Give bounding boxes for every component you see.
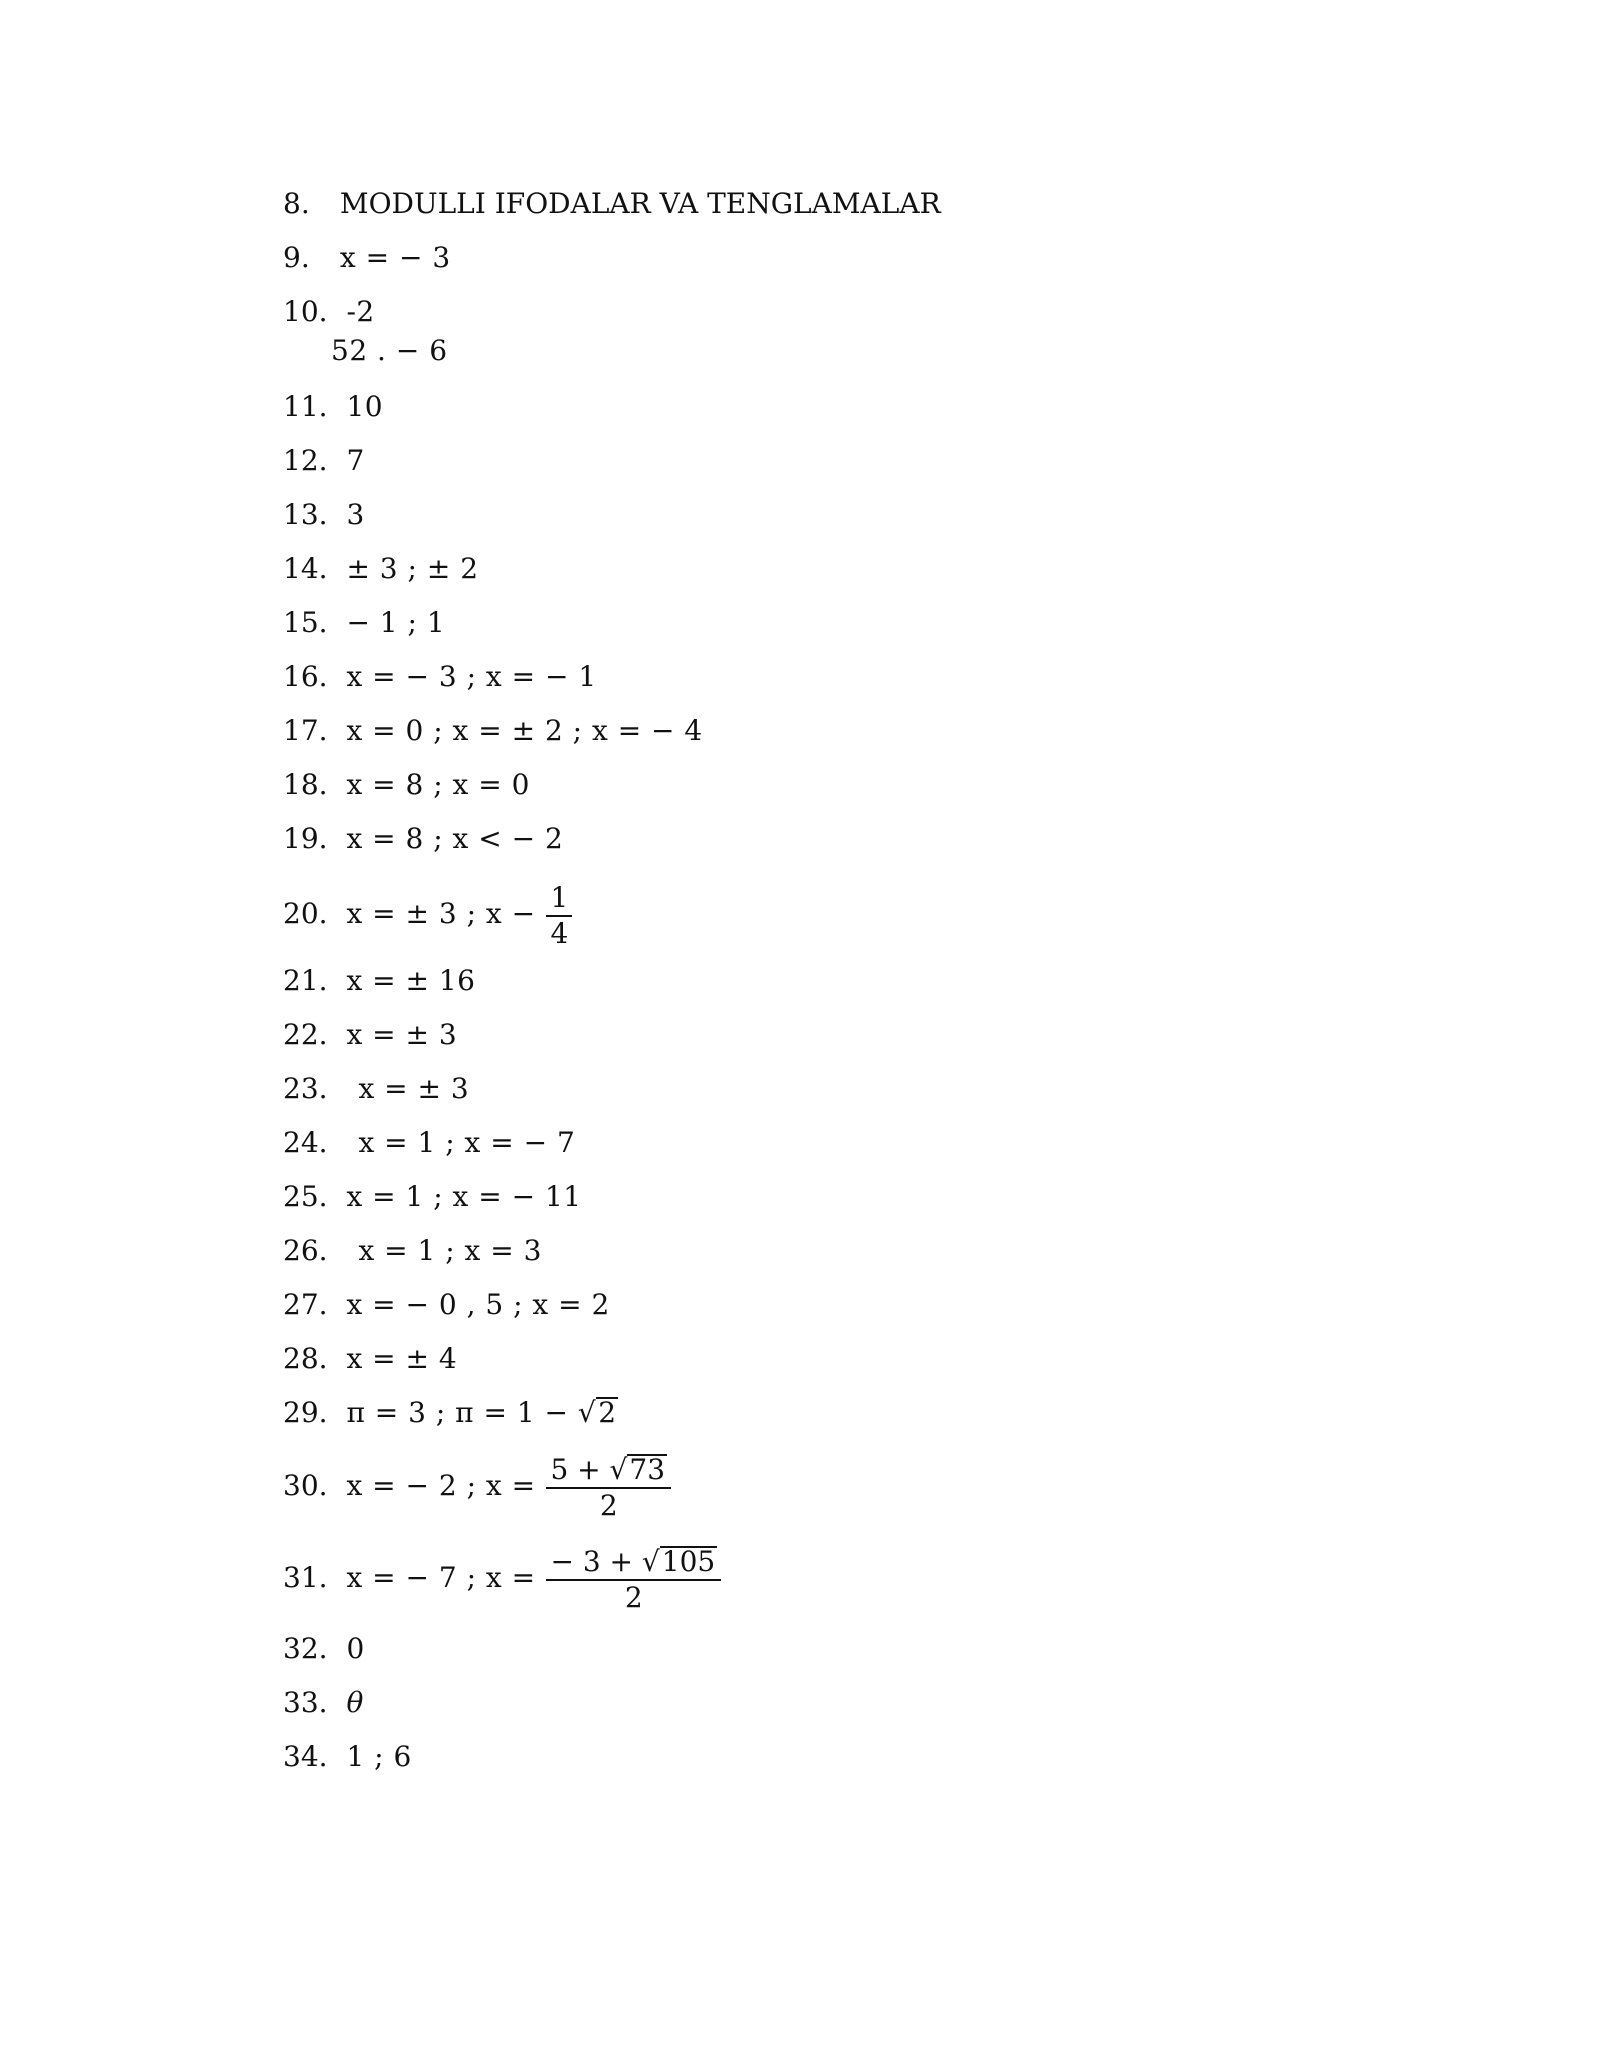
section-heading <box>283 187 941 221</box>
item-number: 32. <box>283 1632 328 1665</box>
item-number: 10. <box>283 295 328 328</box>
item-answer-prefix: x = − 7 ; x = <box>346 1561 536 1594</box>
answer-item-26 <box>283 1234 542 1268</box>
answer-item-30 <box>283 1448 673 1524</box>
item-answer: x = 1 ; x = − 11 <box>346 1180 582 1213</box>
answer-item-22 <box>283 1018 457 1052</box>
answer-item-20 <box>283 878 574 950</box>
answer-item-34 <box>283 1740 412 1774</box>
item-answer: x = − 3 ; x = − 1 <box>346 660 597 693</box>
answer-item-9 <box>283 241 451 275</box>
item-answer: ± 3 ; ± 2 <box>346 552 479 585</box>
numerator-prefix: − 3 + √ <box>550 1544 660 1578</box>
heading-number: 8. <box>283 187 310 220</box>
fraction-denominator: 2 <box>624 1580 643 1614</box>
answer-item-14 <box>283 552 479 586</box>
answer-item-24 <box>283 1126 575 1160</box>
item-number: 24. <box>283 1126 328 1159</box>
item-answer: 1 ; 6 <box>346 1740 412 1773</box>
item-answer: x = ± 3 <box>346 1018 458 1051</box>
item-number: 13. <box>283 498 328 531</box>
item-answer-prefix: π = 3 ; π = 1 − √ <box>346 1396 597 1429</box>
fraction-denominator: 4 <box>550 916 569 950</box>
square-root <box>596 1396 618 1430</box>
fraction-numerator: 1 <box>546 882 572 917</box>
item-number: 14. <box>283 552 328 585</box>
answer-item-10 <box>283 295 375 329</box>
numerator-prefix: 5 + √ <box>550 1452 628 1486</box>
item-answer: x = 1 ; x = − 7 <box>358 1126 576 1159</box>
item-answer: 3 <box>346 498 365 531</box>
answer-item-28 <box>283 1342 457 1376</box>
answer-item-16 <box>283 660 597 694</box>
item-number: 16. <box>283 660 328 693</box>
item-number: 31. <box>283 1561 328 1594</box>
item-answer: x = 0 ; x = ± 2 ; x = − 4 <box>346 714 703 747</box>
item-answer: x = 8 ; x = 0 <box>346 768 530 801</box>
item-answer: − 1 ; 1 <box>346 606 446 639</box>
radicand: 73 <box>629 1452 666 1486</box>
fraction-numerator <box>546 1546 721 1581</box>
square-root <box>627 1454 667 1486</box>
item-answer: x = ± 3 <box>358 1072 470 1105</box>
answer-item-15 <box>283 606 445 640</box>
fraction <box>546 882 572 950</box>
item-number: 27. <box>283 1288 328 1321</box>
item-number: 15. <box>283 606 328 639</box>
item-number: 29. <box>283 1396 328 1429</box>
item-number: 30. <box>283 1469 328 1502</box>
answer-item-27 <box>283 1288 610 1322</box>
answer-item-32 <box>283 1632 365 1666</box>
item-answer-prefix: x = ± 3 ; x − <box>346 897 536 930</box>
item-number: 33. <box>283 1686 328 1719</box>
item-answer: x = − 0 , 5 ; x = 2 <box>346 1288 610 1321</box>
item-answer: θ <box>346 1686 364 1719</box>
item-number: 18. <box>283 768 328 801</box>
item-number: 34. <box>283 1740 328 1773</box>
item-answer: 0 <box>346 1632 365 1665</box>
answer-item-23 <box>283 1072 469 1106</box>
answer-item-12 <box>283 444 365 478</box>
heading-text: MODULLI IFODALAR VA TENGLAMALAR <box>339 187 941 220</box>
radicand: 2 <box>598 1396 617 1429</box>
item-number: 20. <box>283 897 328 930</box>
answer-item-29 <box>283 1396 618 1430</box>
item-number: 12. <box>283 444 328 477</box>
item-answer-prefix: x = − 2 ; x = <box>346 1469 536 1502</box>
fraction-numerator <box>546 1454 671 1489</box>
fraction <box>546 1454 671 1522</box>
item-number: 19. <box>283 822 328 855</box>
answer-item-18 <box>283 768 530 802</box>
item-answer: x = 1 ; x = 3 <box>358 1234 542 1267</box>
radicand: 105 <box>661 1544 716 1578</box>
square-root <box>660 1546 717 1578</box>
item-number: 17. <box>283 714 328 747</box>
item-answer: -2 <box>346 295 375 328</box>
answer-item-25 <box>283 1180 582 1214</box>
item-number: 11. <box>283 390 328 423</box>
answer-item-19 <box>283 822 563 856</box>
item-number: 25. <box>283 1180 328 1213</box>
item-number: 26. <box>283 1234 328 1267</box>
fraction <box>546 1546 721 1614</box>
answer-item-33 <box>283 1686 364 1720</box>
item-number: 21. <box>283 964 328 997</box>
answer-item-13 <box>283 498 365 532</box>
answer-item-21 <box>283 964 475 998</box>
item-answer: x = ± 4 <box>346 1342 458 1375</box>
fraction-denominator: 2 <box>599 1488 618 1522</box>
item-number: 9. <box>283 241 310 274</box>
item-number: 22. <box>283 1018 328 1051</box>
item-number: 23. <box>283 1072 328 1105</box>
item-answer: 7 <box>346 444 365 477</box>
answer-item-17 <box>283 714 703 748</box>
item-answer: x = ± 16 <box>346 964 476 997</box>
item-answer: 10 <box>346 390 384 423</box>
answer-item-11 <box>283 390 383 424</box>
item-answer: 52 . − 6 <box>331 334 448 367</box>
answer-item-31 <box>283 1540 723 1616</box>
item-answer: x = − 3 <box>339 241 451 274</box>
item-answer: x = 8 ; x < − 2 <box>346 822 564 855</box>
item-number: 28. <box>283 1342 328 1375</box>
answer-item-10-sub <box>331 334 448 368</box>
